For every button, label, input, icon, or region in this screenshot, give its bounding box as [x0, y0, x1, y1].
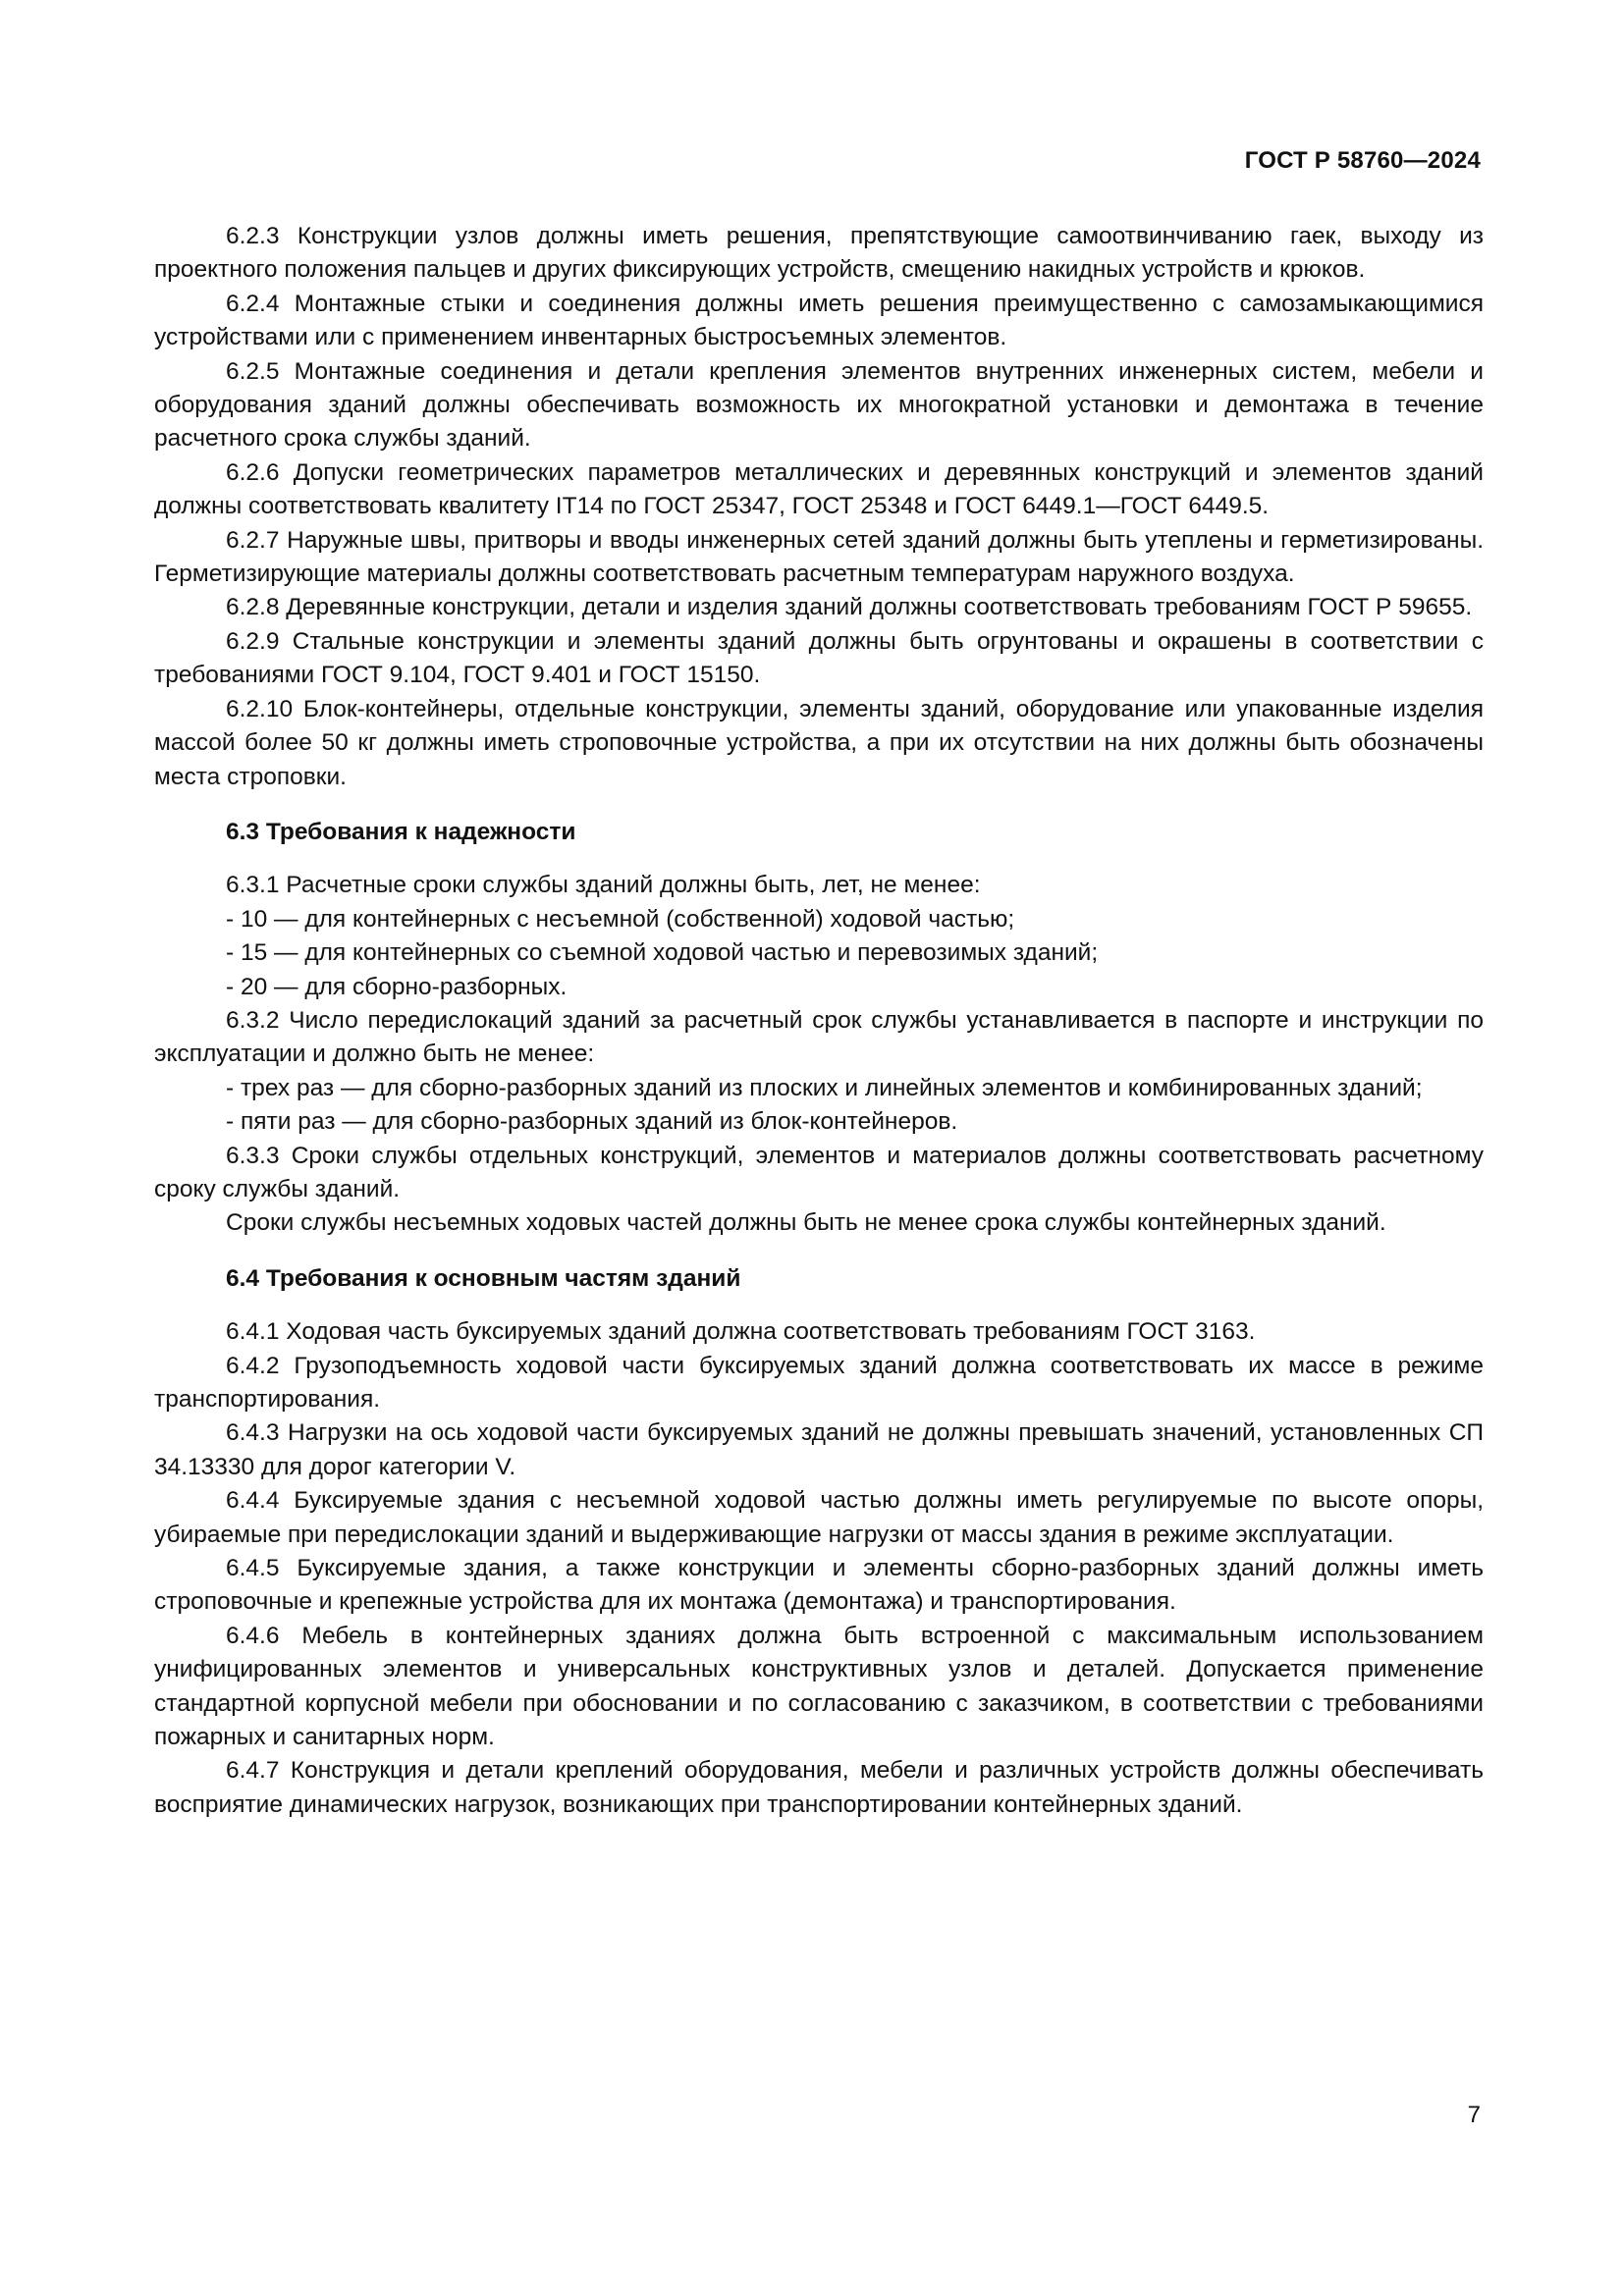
paragraph-6-2-9: 6.2.9 Стальные конструкции и элементы зданий должны быть огрунтованы и окрашены в соответствии с требованиями ГОСТ 9.104, ГОСТ 9.401 и ГОСТ 15150.	[154, 627, 1484, 689]
section-heading-6-3: 6.3 Требования к надежности	[226, 818, 576, 845]
paragraph-6-2-8: 6.2.8 Деревянные конструкции, детали и изделия зданий должны соответствовать требованиям ГОСТ Р 59655.	[226, 594, 1473, 621]
document-body	[154, 220, 1484, 1822]
list-item-relocation-five: - пяти раз — для сборно-разборных зданий из блок-контейнеров.	[226, 1108, 958, 1136]
paragraph-6-4-3: 6.4.3 Нагрузки на ось ходовой части буксируемых зданий не должны превышать значений, установленных СП 34.13330 для дорог категории V.	[154, 1419, 1484, 1480]
paragraph-6-2-4: 6.2.4 Монтажные стыки и соединения должны иметь решения преимущественно с самозамыкающимися устройствами или с применением инвентарных быстросъемных элементов.	[154, 290, 1484, 351]
paragraph-6-4-1: 6.4.1 Ходовая часть буксируемых зданий должна соответствовать требованиям ГОСТ 3163.	[226, 1318, 1256, 1346]
section-heading-6-4: 6.4 Требования к основным частям зданий	[226, 1264, 741, 1292]
list-item-lifetime-20: - 20 — для сборно-разборных.	[226, 973, 568, 1000]
paragraph-6-4-5: 6.4.5 Буксируемые здания, а также конструкции и элементы сборно-разборных зданий должны иметь строповочные и крепежные устройства для их монтажа (демонтажа) и транспортирования.	[154, 1555, 1484, 1616]
paragraph-6-3-3: 6.3.3 Сроки службы отдельных конструкций, элементов и материалов должны соответствовать расчетному сроку службы зданий.	[154, 1142, 1484, 1202]
paragraph-6-4-7: 6.4.7 Конструкция и детали креплений оборудования, мебели и различных устройств должны обеспечивать восприятие динамических нагрузок, возникающих при транспортировании контейнерных зданий.	[154, 1757, 1484, 1818]
paragraph-6-3-1: 6.3.1 Расчетные сроки службы зданий должны быть, лет, не менее:	[226, 872, 981, 899]
paragraph-6-3-3-continued: Сроки службы несъемных ходовых частей должны быть не менее срока службы контейнерных зданий.	[226, 1209, 1386, 1237]
page-number: 7	[1467, 2102, 1481, 2128]
list-item-lifetime-15: - 15 — для контейнерных со съемной ходовой частью и перевозимых зданий;	[226, 939, 1099, 967]
paragraph-6-2-3: 6.2.3 Конструкции узлов должны иметь решения, препятствующие самоотвинчиванию гаек, выходу из проектного положения пальцев и других фиксирующих устройств, смещению накидных устройств и крюков.	[154, 223, 1484, 284]
paragraph-6-4-4: 6.4.4 Буксируемые здания с несъемной ходовой частью должны иметь регулируемые по высоте опоры, убираемые при передислокации зданий и выдерживающие нагрузки от массы здания в режиме эксплуатации.	[154, 1487, 1484, 1548]
paragraph-6-4-2: 6.4.2 Грузоподъемность ходовой части буксируемых зданий должна соответствовать их массе в режиме транспортирования.	[154, 1352, 1484, 1413]
paragraph-6-2-5: 6.2.5 Монтажные соединения и детали крепления элементов внутренних инженерных систем, мебели и оборудования зданий должны обеспечивать возможность их многократной установки и демонтажа в течение расчетного срока службы зданий.	[154, 357, 1484, 453]
list-item-lifetime-10: - 10 — для контейнерных с несъемной (собственной) ходовой частью;	[226, 905, 1015, 933]
paragraph-6-2-10: 6.2.10 Блок-контейнеры, отдельные конструкции, элементы зданий, оборудование или упакованные изделия массой более 50 кг должны иметь строповочные устройства, а при их отсутствии на них должны быть обозначены места строповки.	[154, 695, 1484, 790]
paragraph-6-2-6: 6.2.6 Допуски геометрических параметров металлических и деревянных конструкций и элементов зданий должны соответствовать квалитету IT14 по ГОСТ 25347, ГОСТ 25348 и ГОСТ 6449.1—ГОСТ 6449.5.	[154, 458, 1484, 520]
paragraph-6-4-6: 6.4.6 Мебель в контейнерных зданиях должна быть встроенной с максимальным использованием унифицированных элементов и универсальных конструктивных узлов и деталей. Допускается применение стандартной корпусной мебели при обосновании и по согласованию с заказчиком, в соответствии с требованиями пожарных и санитарных норм.	[154, 1622, 1484, 1751]
paragraph-6-3-2: 6.3.2 Число передислокаций зданий за расчетный срок службы устанавливается в паспорте и инструкции по эксплуатации и должно быть не менее:	[154, 1006, 1484, 1068]
document-header-id: ГОСТ Р 58760—2024	[1244, 147, 1481, 174]
paragraph-6-2-7: 6.2.7 Наружные швы, притворы и вводы инженерных сетей зданий должны быть утеплены и герметизированы. Герметизирующие материалы должны соответствовать расчетным температурам наружного воздуха.	[154, 526, 1484, 588]
list-item-relocation-three: - трех раз — для сборно-разборных зданий из плоских и линейных элементов и комбинированных зданий;	[226, 1074, 1423, 1101]
